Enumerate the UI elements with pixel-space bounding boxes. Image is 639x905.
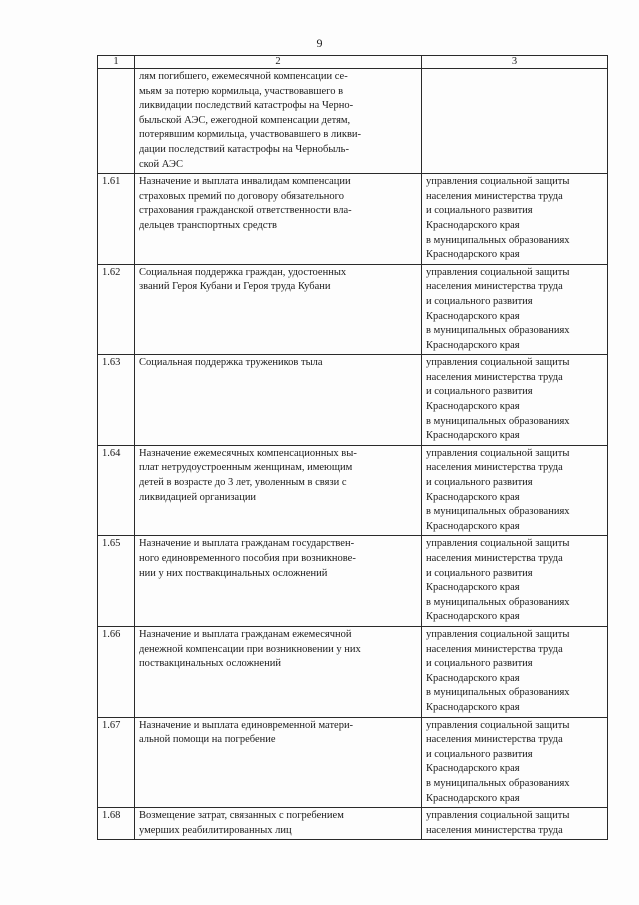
authority-line: населения министерства труда xyxy=(426,371,563,383)
row-number: 1.62 xyxy=(98,264,135,355)
authority-line: населения министерства труда xyxy=(426,824,563,836)
column-header-number: 1 xyxy=(98,56,135,69)
authority-line: в муниципальных образованиях xyxy=(426,687,570,699)
table-row xyxy=(98,174,608,265)
service-name-line: страхования гражданской ответственности вла- xyxy=(139,205,352,217)
authority-line: управления социальной защиты xyxy=(426,810,570,822)
row-number: 1.64 xyxy=(98,445,135,536)
service-name-line: плат нетрудоустроенным женщинам, имеющим xyxy=(139,462,353,474)
service-name-cell xyxy=(135,69,422,174)
authority-line: и социального развития xyxy=(426,386,533,398)
row-number: 1.63 xyxy=(98,355,135,446)
authority-cell xyxy=(422,69,608,174)
service-name-line: Назначение и выплата гражданам государствен- xyxy=(139,538,355,550)
authority-line: управления социальной защиты xyxy=(426,447,570,459)
service-name-line: быльской АЭС, ежегодной компенсации детям, xyxy=(139,114,351,126)
authority-cell xyxy=(422,808,608,840)
authority-line: Краснодарского края xyxy=(426,219,520,231)
authority-line: населения министерства труда xyxy=(426,553,563,564)
column-header-service: 2 xyxy=(135,56,422,69)
authority-line: Краснодарского края xyxy=(426,701,520,713)
service-name-cell xyxy=(135,536,422,627)
table-row xyxy=(98,69,608,174)
authority-line: населения министерства труда xyxy=(426,734,563,746)
authority-cell xyxy=(422,626,608,717)
table-row xyxy=(98,355,608,446)
table-row xyxy=(98,626,608,717)
table-header-row xyxy=(98,56,608,69)
row-number xyxy=(98,69,135,174)
service-name-line: умерших реабилитированных лиц xyxy=(139,824,292,836)
service-name-line: ликвидацией организации xyxy=(139,491,257,503)
authority-line: и социального развития xyxy=(426,205,533,217)
authority-line: управления социальной защиты xyxy=(426,357,570,369)
table-body xyxy=(98,69,608,840)
authority-cell xyxy=(422,445,608,536)
authority-cell xyxy=(422,174,608,265)
service-name-line: Назначение и выплата инвалидам компенсации xyxy=(139,176,351,188)
table-row xyxy=(98,264,608,355)
page-number: 9 xyxy=(316,36,323,50)
service-name-line: Назначение и выплата гражданам ежемесячной xyxy=(139,628,352,640)
authority-line: Краснодарского края xyxy=(426,430,520,442)
service-name-line: страховых премий по договору обязательного xyxy=(139,190,344,202)
authority-line: управления социальной защиты xyxy=(426,266,570,278)
service-name-line: альной помощи на погребение xyxy=(139,734,276,746)
authority-line: в муниципальных образованиях xyxy=(426,596,570,608)
service-name-line: ской АЭС xyxy=(139,158,183,170)
service-name-line: званий Героя Кубани и Героя труда Кубани xyxy=(139,281,331,293)
authority-line: Краснодарского края xyxy=(426,401,520,413)
service-name-line: поствакцинальных осложнений xyxy=(139,658,281,670)
authority-line: Краснодарского края xyxy=(426,310,520,322)
authority-line: и социального развития xyxy=(426,567,533,579)
row-number: 1.67 xyxy=(98,717,135,808)
authority-line: управления социальной защиты xyxy=(426,628,570,640)
authority-cell xyxy=(422,264,608,355)
table-row xyxy=(98,717,608,808)
authority-line: Краснодарского края xyxy=(426,582,520,594)
authority-line: в муниципальных образованиях xyxy=(426,506,570,518)
authority-line: управления социальной защиты xyxy=(426,719,570,731)
authority-cell xyxy=(422,536,608,627)
service-name-line: потерявшим кормильца, участвовавшего в ликви- xyxy=(139,129,362,141)
service-name-line: детей в возрасте до 3 лет, уволенным в связи с xyxy=(139,477,347,489)
service-name-line: нии у них поствакцинальных осложнений xyxy=(139,567,328,579)
authority-line: Краснодарского края xyxy=(426,520,520,532)
authority-line: в муниципальных образованиях xyxy=(426,777,570,789)
service-name-line: Социальная поддержка граждан, удостоенных xyxy=(139,266,347,278)
authority-line: Краснодарского края xyxy=(426,672,520,684)
authority-line: и социального развития xyxy=(426,748,533,760)
service-name-line: Социальная поддержка тружеников тыла xyxy=(139,357,323,369)
service-name-cell xyxy=(135,445,422,536)
authority-line: и социального развития xyxy=(426,477,533,489)
authority-line: населения министерства труда xyxy=(426,190,563,202)
authority-line: населения министерства труда xyxy=(426,281,563,293)
row-number: 1.68 xyxy=(98,808,135,840)
service-name-line: ного единовременного пособия при возникнове- xyxy=(139,553,356,564)
authority-line: и социального развития xyxy=(426,658,533,670)
authority-line: Краснодарского края xyxy=(426,611,520,623)
service-name-cell xyxy=(135,626,422,717)
services-table xyxy=(97,55,608,840)
table-row xyxy=(98,445,608,536)
table-row xyxy=(98,536,608,627)
authority-line: Краснодарского края xyxy=(426,792,520,804)
column-header-authority: 3 xyxy=(422,56,608,69)
authority-line: управления социальной защиты xyxy=(426,176,570,188)
service-name-cell xyxy=(135,355,422,446)
service-name-cell xyxy=(135,808,422,840)
authority-line: в муниципальных образованиях xyxy=(426,415,570,427)
table-row xyxy=(98,808,608,840)
authority-line: населения министерства труда xyxy=(426,462,563,474)
row-number: 1.66 xyxy=(98,626,135,717)
service-name-line: дации последствий катастрофы на Чернобыль- xyxy=(139,143,349,155)
authority-line: в муниципальных образованиях xyxy=(426,325,570,337)
authority-line: Краснодарского края xyxy=(426,339,520,351)
service-name-cell xyxy=(135,174,422,265)
service-name-line: денежной компенсации при возникновении у них xyxy=(139,643,361,655)
authority-cell xyxy=(422,717,608,808)
authority-cell xyxy=(422,355,608,446)
service-name-line: дельцев транспортных средств xyxy=(139,219,277,231)
row-number: 1.61 xyxy=(98,174,135,265)
authority-line: управления социальной защиты xyxy=(426,538,570,550)
authority-line: населения министерства труда xyxy=(426,643,563,655)
service-name-line: Возмещение затрат, связанных с погребением xyxy=(139,810,344,822)
service-name-line: Назначение ежемесячных компенсационных вы- xyxy=(139,447,357,459)
service-name-line: Назначение и выплата единовременной матери- xyxy=(139,719,354,731)
service-name-line: ликвидации последствий катастрофы на Черно- xyxy=(139,100,354,112)
service-name-line: мьям за потерю кормильца, участвовавшего в xyxy=(139,85,344,97)
authority-line: Краснодарского края xyxy=(426,249,520,261)
service-name-line: лям погибшего, ежемесячной компенсации се- xyxy=(139,71,348,82)
row-number: 1.65 xyxy=(98,536,135,627)
authority-line: Краснодарского края xyxy=(426,491,520,503)
service-name-cell xyxy=(135,264,422,355)
authority-line: Краснодарского края xyxy=(426,763,520,775)
authority-line: в муниципальных образованиях xyxy=(426,234,570,246)
service-name-cell xyxy=(135,717,422,808)
authority-line: и социального развития xyxy=(426,295,533,307)
